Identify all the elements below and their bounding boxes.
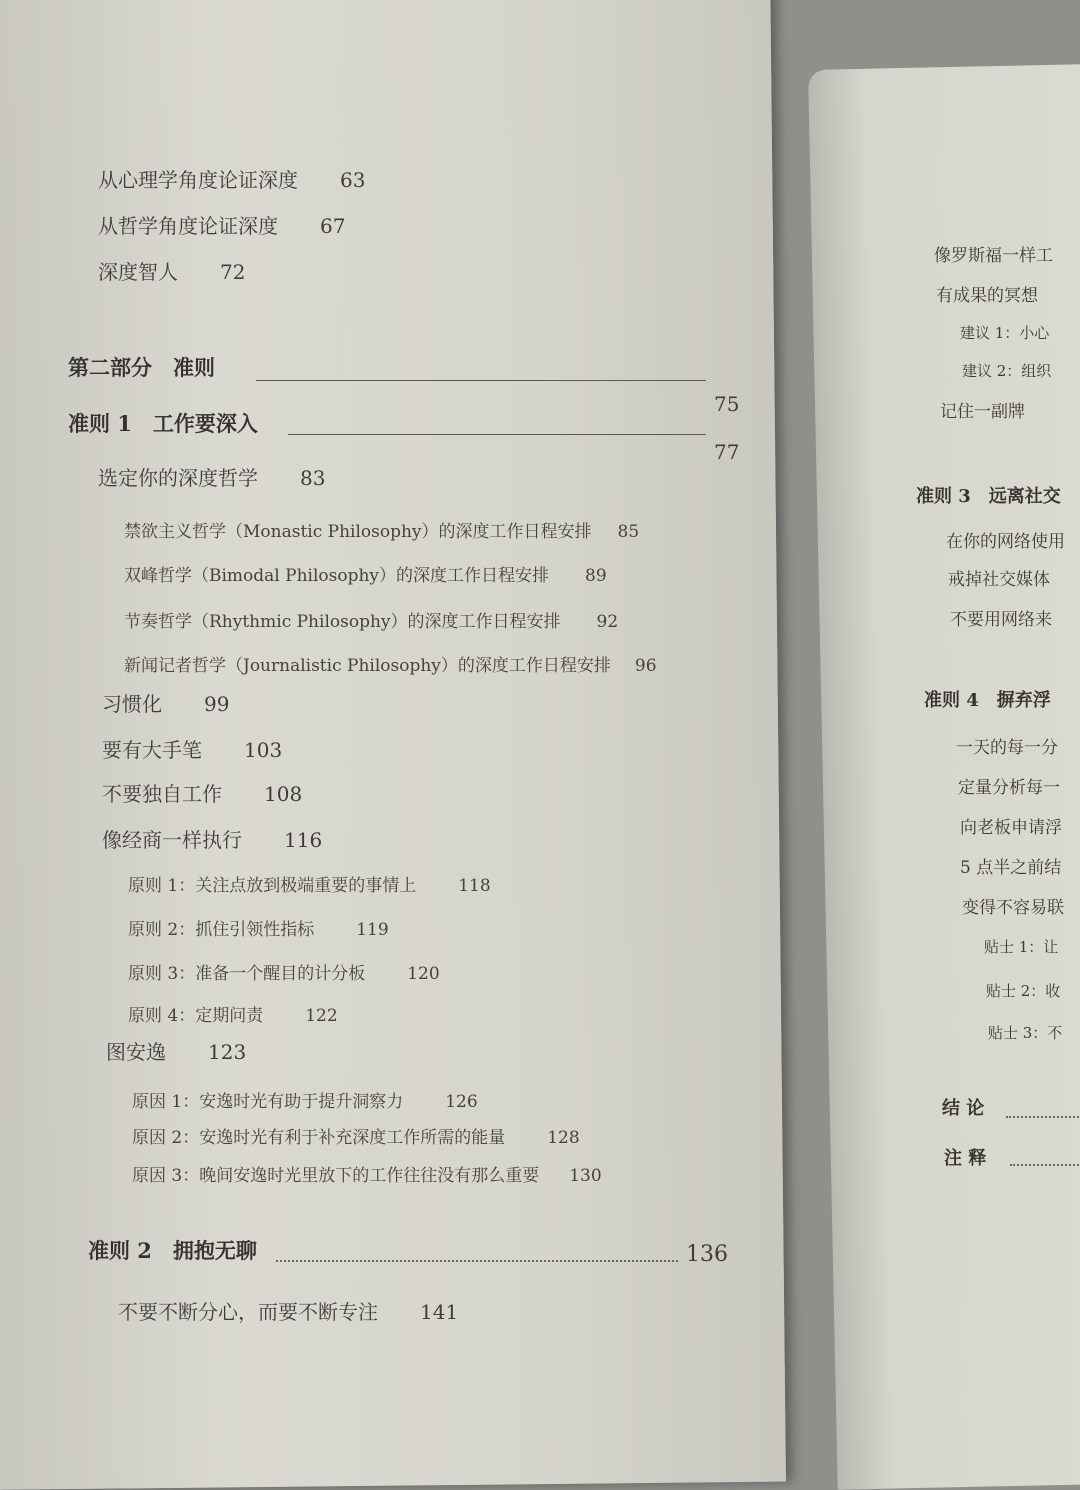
page-number: 108 bbox=[264, 782, 303, 806]
toc-subentry: 原则 2：抓住引领性指标 119 bbox=[128, 920, 389, 940]
page-number: 130 bbox=[569, 1166, 602, 1186]
page-number: 116 bbox=[284, 828, 323, 852]
leader-line bbox=[288, 434, 706, 435]
toc-subentry: 原则 1：关注点放到极端重要的事情上 118 bbox=[128, 876, 491, 896]
toc-subentry: 双峰哲学（Bimodal Philosophy）的深度工作日程安排 89 bbox=[124, 566, 607, 586]
toc-entry: 像经商一样执行 116 bbox=[102, 828, 323, 852]
leader-line bbox=[1006, 1116, 1080, 1118]
toc-entry: 选定你的深度哲学 83 bbox=[98, 466, 326, 490]
right-chapter-heading: 结 论 bbox=[942, 1098, 985, 1119]
toc-subentry: 禁欲主义哲学（Monastic Philosophy）的深度工作日程安排 85 bbox=[124, 522, 640, 542]
page-number: 103 bbox=[244, 738, 283, 762]
toc-subentry: 原因 1：安逸时光有助于提升洞察力 126 bbox=[132, 1092, 478, 1112]
toc-entry: 不要独自工作 108 bbox=[102, 782, 303, 806]
toc-subentry: 原则 3：准备一个醒目的计分板 120 bbox=[128, 964, 440, 984]
leader-line bbox=[256, 380, 706, 381]
toc-entry: 习惯化 99 bbox=[102, 692, 230, 716]
right-toc-line: 贴士 2：收 bbox=[986, 982, 1061, 1000]
page-number: 120 bbox=[407, 964, 440, 984]
right-toc-line: 不要用网络来 bbox=[950, 610, 1052, 630]
chapter-heading: 准则 1 工作要深入 bbox=[68, 411, 258, 436]
page-number: 118 bbox=[458, 876, 491, 896]
page-number: 72 bbox=[220, 260, 246, 284]
toc-subentry: 新闻记者哲学（Journalistic Philosophy）的深度工作日程安排 96 bbox=[124, 656, 657, 676]
page-number: 67 bbox=[320, 214, 346, 238]
right-chapter-heading: 准则 4 摒弃浮 bbox=[924, 690, 1051, 711]
toc-subentry: 原因 3：晚间安逸时光里放下的工作往往没有那么重要 130 bbox=[132, 1166, 602, 1186]
right-toc-line: 戒掉社交媒体 bbox=[948, 570, 1050, 590]
page-number: 92 bbox=[596, 612, 619, 632]
page-number: 89 bbox=[585, 566, 607, 586]
right-toc-line: 5 点半之前结 bbox=[960, 858, 1062, 878]
page-number: 136 bbox=[686, 1242, 728, 1267]
page-number: 63 bbox=[340, 168, 366, 192]
page-number: 141 bbox=[420, 1300, 459, 1324]
right-toc-line: 向老板申请浮 bbox=[960, 818, 1062, 838]
chapter-heading: 准则 2 拥抱无聊 bbox=[88, 1238, 257, 1263]
page-number: 85 bbox=[617, 522, 640, 542]
page-number: 96 bbox=[634, 656, 657, 676]
page-number: 126 bbox=[445, 1092, 478, 1112]
right-toc-line: 变得不容易联 bbox=[962, 898, 1064, 918]
toc-subentry: 原则 4：定期问责 122 bbox=[128, 1006, 338, 1026]
toc-entry: 从哲学角度论证深度 67 bbox=[98, 214, 346, 238]
right-toc-line: 在你的网络使用 bbox=[946, 532, 1065, 552]
toc-entry: 深度智人 72 bbox=[98, 260, 246, 284]
toc-entry: 从心理学角度论证深度 63 bbox=[98, 168, 366, 192]
right-toc-line: 记住一副牌 bbox=[940, 402, 1025, 422]
toc-entry: 图安逸 123 bbox=[106, 1040, 247, 1064]
right-toc-line: 一天的每一分 bbox=[956, 738, 1058, 758]
right-toc-line: 像罗斯福一样工 bbox=[934, 246, 1053, 266]
right-page bbox=[808, 63, 1080, 1489]
right-toc-line: 有成果的冥想 bbox=[936, 286, 1038, 306]
right-toc-line: 贴士 1：让 bbox=[984, 938, 1059, 956]
page-number: 122 bbox=[305, 1006, 338, 1026]
leader-line bbox=[276, 1260, 678, 1262]
page-number: 99 bbox=[204, 692, 230, 716]
right-toc-line: 建议 2：组织 bbox=[962, 362, 1052, 380]
page-number: 119 bbox=[356, 920, 389, 940]
toc-entry: 要有大手笔 103 bbox=[102, 738, 283, 762]
toc-entry: 不要不断分心，而要不断专注 141 bbox=[118, 1300, 459, 1324]
right-chapter-heading: 准则 3 远离社交 bbox=[916, 486, 1061, 507]
page-number: 83 bbox=[300, 466, 326, 490]
page-number: 123 bbox=[208, 1040, 247, 1064]
page-number: 77 bbox=[714, 440, 740, 464]
toc-subentry: 节奏哲学（Rhythmic Philosophy）的深度工作日程安排 92 bbox=[124, 612, 619, 632]
page-number: 128 bbox=[547, 1128, 580, 1148]
right-toc-line: 定量分析每一 bbox=[958, 778, 1060, 798]
leader-line bbox=[1010, 1164, 1080, 1166]
right-chapter-heading: 注 释 bbox=[944, 1148, 987, 1169]
page-number: 75 bbox=[714, 392, 740, 416]
right-toc-line: 建议 1：小心 bbox=[960, 324, 1050, 342]
right-toc-line: 贴士 3：不 bbox=[988, 1024, 1063, 1042]
part-heading: 第二部分 准则 bbox=[68, 355, 215, 380]
toc-subentry: 原因 2：安逸时光有利于补充深度工作所需的能量 128 bbox=[132, 1128, 580, 1148]
